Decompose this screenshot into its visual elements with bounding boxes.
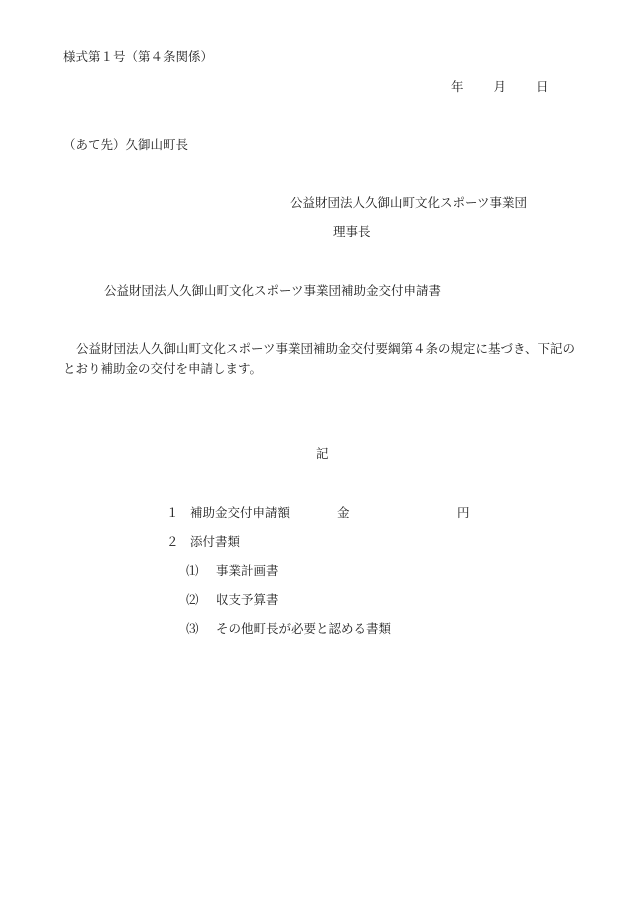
list-item-amount	[166, 505, 290, 520]
sub-item-number: ⑵	[186, 592, 199, 607]
item-number: ２	[166, 534, 179, 549]
sub-item-label: 収支予算書	[216, 592, 279, 607]
addressee: （あて先）久御山町長	[63, 137, 189, 152]
form-number: 様式第１号（第４条関係）	[63, 49, 214, 64]
body-text: 公益財団法人久御山町文化スポーツ事業団補助金交付要綱第４条の規定に基づき、下記のとおり補助金の交付を申請します。	[63, 341, 576, 376]
sub-item-other-documents	[186, 621, 391, 636]
day-label: 日	[536, 79, 549, 94]
sub-item-business-plan	[186, 563, 279, 578]
document-title: 公益財団法人久御山町文化スポーツ事業団補助金交付申請書	[104, 283, 442, 298]
applicant-title: 理事長	[333, 224, 371, 239]
list-item-attachments	[166, 534, 240, 549]
date-line	[451, 79, 549, 94]
sub-item-label: その他町長が必要と認める書類	[216, 621, 392, 636]
item-label: 補助金交付申請額	[190, 505, 291, 520]
amount-suffix: 円	[457, 505, 470, 520]
month-label: 月	[493, 79, 507, 94]
sub-item-number: ⑶	[186, 621, 199, 636]
sub-item-number: ⑴	[186, 563, 199, 578]
sub-item-label: 事業計画書	[216, 563, 279, 578]
applicant-organization: 公益財団法人久御山町文化スポーツ事業団	[290, 195, 528, 210]
item-number: １	[166, 505, 179, 520]
year-label: 年	[451, 79, 464, 94]
amount-prefix: 金	[337, 505, 350, 520]
ki-heading: 記	[316, 446, 329, 461]
sub-item-budget	[186, 592, 279, 607]
item-label: 添付書類	[190, 534, 241, 549]
